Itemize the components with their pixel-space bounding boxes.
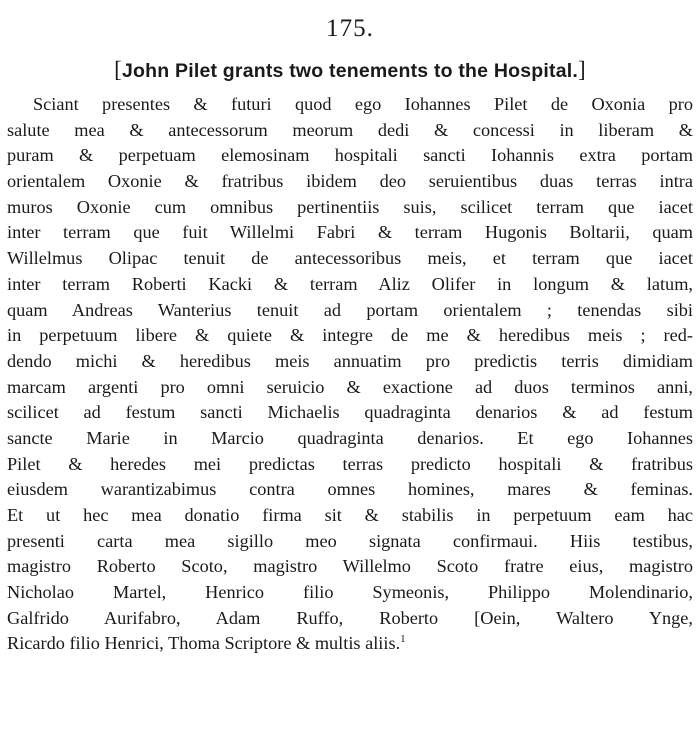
text-line: Pilet & heredes mei predictas terras predicto hospitali & fratribus <box>7 453 693 474</box>
text-line: magistro Roberto Scoto, magistro Willelmo Scoto fratre eius, magistro <box>7 556 693 577</box>
text-line: puram & perpetuam elemosinam hospitali sancti Iohannis extra portam <box>7 145 693 166</box>
text-line: Willelmus Olipac tenuit de antecessoribus meis, et terram que iacet <box>7 248 693 269</box>
text-line: salute mea & antecessorum meorum dedi & concessi in liberam & <box>7 119 693 140</box>
text-line: inter terram Roberti Kacki & terram Aliz Olifer in longum & latum, <box>7 273 693 294</box>
text-line: sancte Marie in Marcio quadraginta denarios. Et ego Iohannes <box>7 427 693 448</box>
text-line: eiusdem warantizabimus contra omnes homines, mares & feminas. <box>7 479 693 500</box>
heading-close-bracket: ] <box>577 57 586 82</box>
text-line: quam Andreas Wanterius tenuit ad portam orientalem ; tenendas sibi <box>7 299 693 320</box>
text-line: inter terram que fuit Willelmi Fabri & terram Hugonis Boltarii, quam <box>7 222 693 243</box>
text-line: Et ut hec mea donatio firma sit & stabilis in perpetuum eam hac <box>7 505 693 525</box>
text-line: in perpetuum libere & quiete & integre de me & heredibus meis ; red- <box>7 325 693 346</box>
charter-body <box>7 92 693 657</box>
text-line: marcam argenti pro omni seruicio & exactione ad duos terminos anni, <box>7 376 693 397</box>
text-line: dendo michi & heredibus meis annuatim pro predictis terris dimidiam <box>7 350 693 371</box>
text-line: presenti carta mea sigillo meo signata confirmaui. Hiis testibus, <box>7 530 693 551</box>
heading-open-bracket: [ <box>114 57 122 82</box>
text-line: muros Oxonie cum omnibus pertinentiis suis, scilicet terram que iacet <box>7 196 693 217</box>
charter-heading <box>7 57 693 84</box>
text-line: Galfrido Aurifabro, Adam Ruffo, Roberto [Oein, Waltero Ynge, <box>7 607 693 628</box>
page-number: 175. <box>326 15 374 42</box>
text-line: orientalem Oxonie & fratribus ibidem deo seruientibus duas terras intra <box>7 171 693 192</box>
text-line: Sciant presentes & futuri quod ego Iohannes Pilet de Oxonia pro <box>33 94 693 114</box>
text-line: scilicet ad festum sancti Michaelis quadraginta denarios & ad festum <box>7 402 693 423</box>
text-line-final <box>7 631 693 657</box>
text-line: Nicholao Martel, Henrico filio Symeonis, Philippo Molendinario, <box>7 582 693 603</box>
document-page <box>7 0 693 657</box>
final-line-text: Ricardo filio Henrici, Thoma Scriptore & multis aliis. <box>7 633 401 654</box>
footnote-marker: 1 <box>400 633 406 646</box>
heading-title: John Pilet grants two tenements to the Hospital. <box>122 60 578 82</box>
